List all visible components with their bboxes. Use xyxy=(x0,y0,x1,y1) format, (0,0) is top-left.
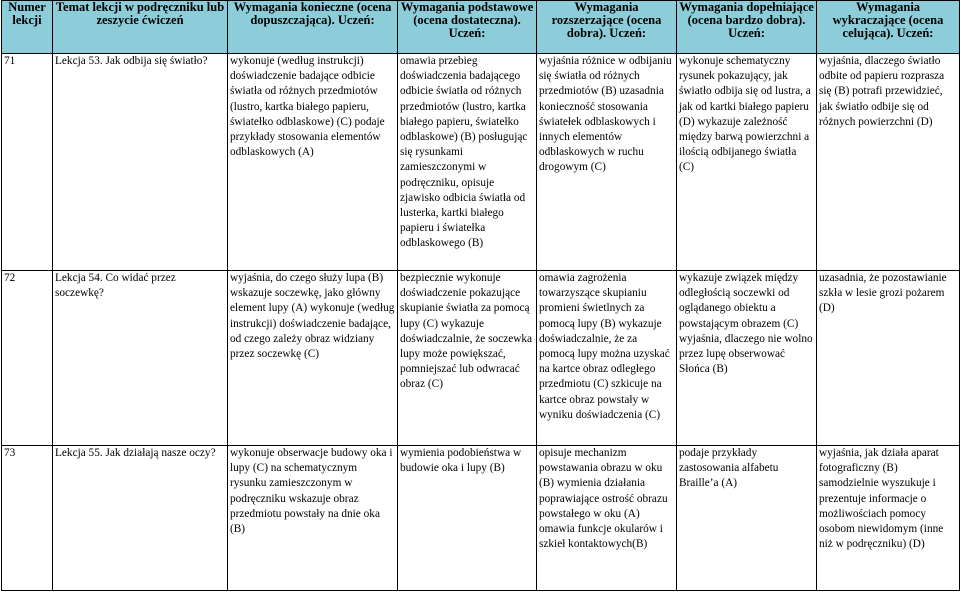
lesson-number-cell: 73 xyxy=(2,446,53,591)
header-row xyxy=(2,1,960,54)
requirements-complementary-cell: podaje przykłady zastosowania alfabetu Braille’a (A) xyxy=(677,446,817,591)
header-lesson-topic: Temat lekcji w podręczniku lub zeszycie ćwiczeń xyxy=(53,1,228,54)
header-lesson-number: Numer lekcji xyxy=(2,1,53,54)
requirements-table xyxy=(1,0,960,591)
header-requirements-basic-necessary: Wymagania konieczne (ocena dopuszczająca). Uczeń: xyxy=(228,1,398,54)
lesson-topic-cell: Lekcja 55. Jak działają nasze oczy? xyxy=(53,446,228,591)
header-requirements-complementary: Wymagania dopełniające (ocena bardzo dobra). Uczeń: xyxy=(677,1,817,54)
requirements-extended-cell: omawia zagrożenia towarzyszące skupianiu promieni świetlnych za pomocą lupy (B) wykazuje doświadczalnie, że za pomocą lupy można uzyskać na kartce obraz odległego przedmiotu (C) szkicuje na kartce obraz powstały w wyniku doświadczenia (C) xyxy=(537,271,677,446)
requirements-exceeding-cell: wyjaśnia, dlaczego światło odbite od papieru rozprasza się (B) potrafi przewidzieć, jak światło odbije się od różnych powierzchni (D) xyxy=(817,54,960,271)
requirements-complementary-cell: wykazuje związek między odległością soczewki od oglądanego obiektu a powstającym obrazem (C) wyjaśnia, dlaczego nie wolno przez lupę obserwować Słońca (B) xyxy=(677,271,817,446)
table-row xyxy=(2,271,960,446)
requirements-exceeding-cell: wyjaśnia, jak działa aparat fotograficzny (B) samodzielnie wyszukuje i prezentuje informacje o możliwościach pomocy osobom niewidomym (inne niż w podręczniku) (D) xyxy=(817,446,960,591)
requirements-complementary-cell: wykonuje schematyczny rysunek pokazujący, jak światło odbija się od lustra, a jak od kartki białego papieru (D) wykazuje zależność między barwą powierzchni a ilością odbijanego światła (C) xyxy=(677,54,817,271)
requirements-basic-cell: wymienia podobieństwa w budowie oka i lupy (B) xyxy=(398,446,537,591)
requirements-necessary-cell: wyjaśnia, do czego służy lupa (B) wskazuje soczewkę, jako główny element lupy (A) wykonuje (według instrukcji) doświadczenie badające, od czego zależy obraz widziany przez soczewkę (C) xyxy=(228,271,398,446)
lesson-topic-cell: Lekcja 53. Jak odbija się światło? xyxy=(53,54,228,271)
requirements-necessary-cell: wykonuje obserwacje budowy oka i lupy (C) na schematycznym rysunku zamieszczonym w podręczniku wskazuje obraz przedmiotu powstały na dnie oka (B) xyxy=(228,446,398,591)
requirements-basic-cell: omawia przebieg doświadczenia badającego odbicie światła od różnych przedmiotów (lustro, kartka białego papieru, światełko odblaskowe) (B) posługując się rysunkami zamieszczonymi w podręczniku, opisuje zjawisko odbicia światła od lusterka, kartki białego papieru i światełka odblaskowego (B) xyxy=(398,54,537,271)
lesson-topic-cell: Lekcja 54. Co widać przez soczewkę? xyxy=(53,271,228,446)
table-row xyxy=(2,446,960,591)
lesson-number-cell: 72 xyxy=(2,271,53,446)
requirements-exceeding-cell: uzasadnia, że pozostawianie szkła w lesie grozi pożarem (D) xyxy=(817,271,960,446)
requirements-necessary-cell: wykonuje (według instrukcji) doświadczenie badające odbicie światła od różnych przedmiotów (lustro, kartka białego papieru, światełko odblaskowe) (C) podaje przykłady stosowania elementów odblaskowych (A) xyxy=(228,54,398,271)
requirements-extended-cell: wyjaśnia różnice w odbijaniu się światła od różnych przedmiotów (B) uzasadnia konieczność stosowania światełek odblaskowych i innych elementów odblaskowych w ruchu drogowym (C) xyxy=(537,54,677,271)
header-requirements-basic: Wymagania podstawowe (ocena dostateczna). Uczeń: xyxy=(398,1,537,54)
lesson-number-cell: 71 xyxy=(2,54,53,271)
table-row xyxy=(2,54,960,271)
requirements-extended-cell: opisuje mechanizm powstawania obrazu w oku (B) wymienia działania poprawiające ostrość obrazu powstałego w oku (A) omawia funkcje okularów i szkieł kontaktowych(B) xyxy=(537,446,677,591)
header-requirements-exceeding: Wymagania wykraczające (ocena celująca). Uczeń: xyxy=(817,1,960,54)
requirements-basic-cell: bezpiecznie wykonuje doświadczenie pokazujące skupianie światła za pomocą lupy (C) wykazuje doświadczalnie, że soczewka lupy może powiększać, pomniejszać lub odwracać obraz (C) xyxy=(398,271,537,446)
header-requirements-extended: Wymagania rozszerzające (ocena dobra). Uczeń: xyxy=(537,1,677,54)
